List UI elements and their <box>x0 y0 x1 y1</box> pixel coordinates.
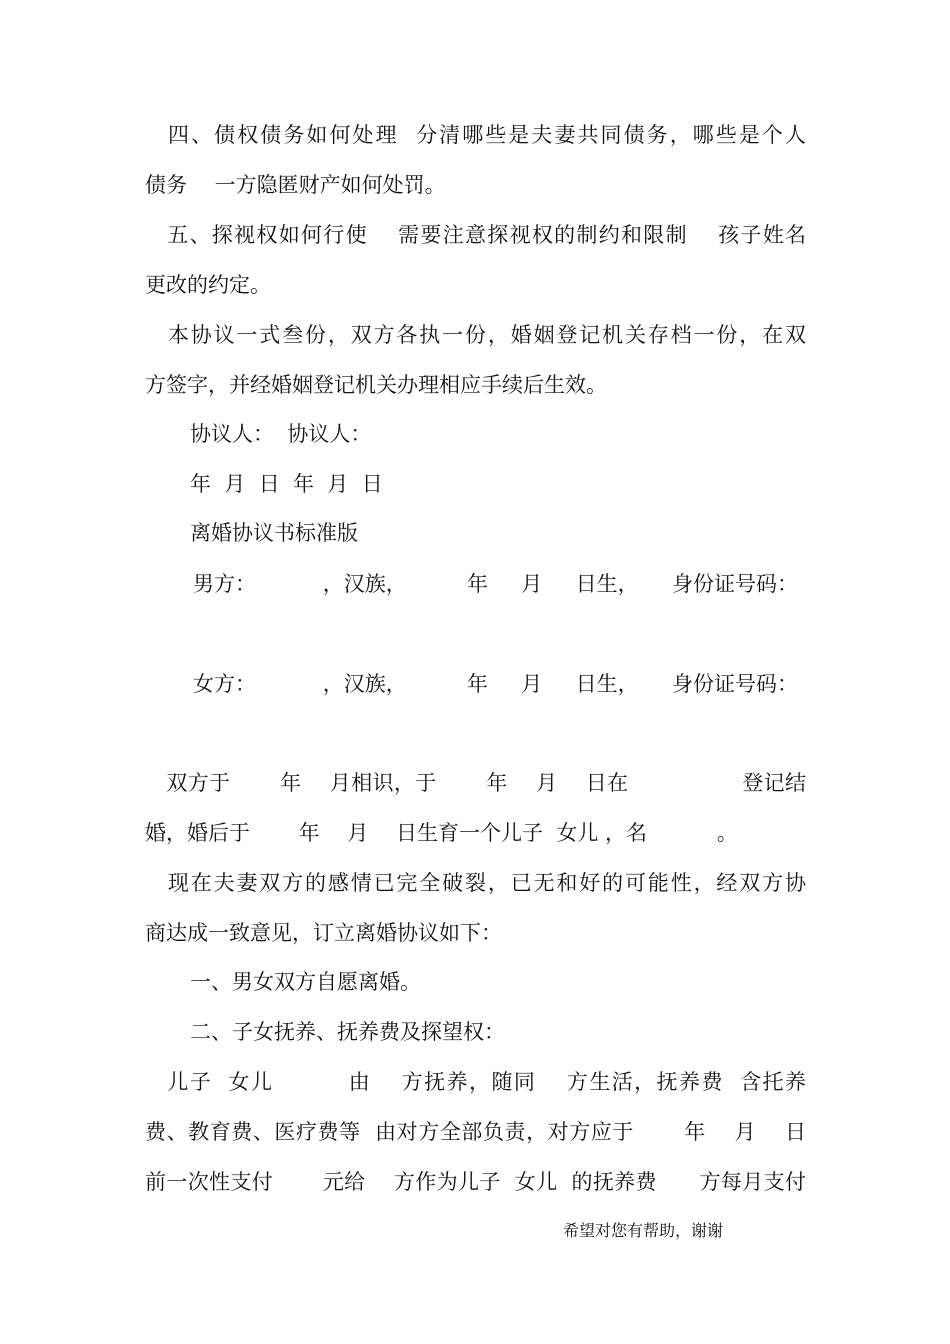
line-text: 前一次性支付 元给 方作为儿子 女儿 的抚养费 方每月支付 <box>145 1170 806 1194</box>
text-line <box>0 763 950 803</box>
text-line <box>0 913 950 953</box>
line-text: 女方： ，汉族， 年 月 日生， 身份证号码： <box>193 672 798 696</box>
text-line <box>0 464 950 504</box>
line-text: 儿子 女儿 由 方抚养，随同 方生活，抚养费 含托养 <box>145 1070 806 1094</box>
line-text: 更改的约定。 <box>145 273 271 297</box>
text-line <box>0 1012 950 1052</box>
text-line <box>0 265 950 305</box>
line-text: 离婚协议书标准版 <box>190 521 358 545</box>
line-text: 本协议一式叁份，双方各执一份，婚姻登记机关存档一份，在双 <box>145 323 806 347</box>
text-line <box>0 513 950 553</box>
text-line <box>0 664 950 704</box>
line-text: 二、子女抚养、抚养费及探望权： <box>190 1020 505 1044</box>
text-line <box>0 365 950 405</box>
text-line <box>0 414 950 454</box>
text-line <box>0 1112 950 1152</box>
line-text: 五、探视权如何行使 需要注意探视权的制约和限制 孩子姓名 <box>145 223 806 247</box>
text-line <box>0 1162 950 1202</box>
line-text: 婚，婚后于 年 月 日生育一个儿子 女儿 ，名 。 <box>145 821 738 845</box>
line-text: 债务 一方隐匿财产如何处罚。 <box>145 173 446 197</box>
text-line <box>0 1062 950 1102</box>
line-text: 双方于 年 月相识，于 年 月 日在 登记结 <box>145 771 806 795</box>
line-text: 方签字，并经婚姻登记机关办理相应手续后生效。 <box>145 373 607 397</box>
text-line <box>0 962 950 1002</box>
line-text: 费、教育费、医疗费等 由对方全部负责，对方应于 年 月 日 <box>145 1120 806 1144</box>
text-line <box>0 115 950 155</box>
line-text: 现在夫妻双方的感情已完全破裂，已无和好的可能性，经双方协 <box>145 871 806 895</box>
text-line <box>0 215 950 255</box>
line-text: 四、债权债务如何处理 分清哪些是夫妻共同债务，哪些是个人 <box>145 123 806 147</box>
line-text: 商达成一致意见，订立离婚协议如下： <box>145 921 502 945</box>
text-line <box>0 564 950 604</box>
line-text: 协议人： 协议人： <box>190 422 372 446</box>
text-line <box>0 863 950 903</box>
footer-note: 希望对您有帮助，谢谢 <box>563 1221 724 1240</box>
line-text: 男方： ，汉族， 年 月 日生， 身份证号码： <box>193 572 798 596</box>
text-line <box>0 165 950 205</box>
line-text: 一、男女双方自愿离婚。 <box>190 970 421 994</box>
text-line <box>0 813 950 853</box>
line-text: 年 月 日 年 月 日 <box>190 472 383 496</box>
text-line <box>0 315 950 355</box>
